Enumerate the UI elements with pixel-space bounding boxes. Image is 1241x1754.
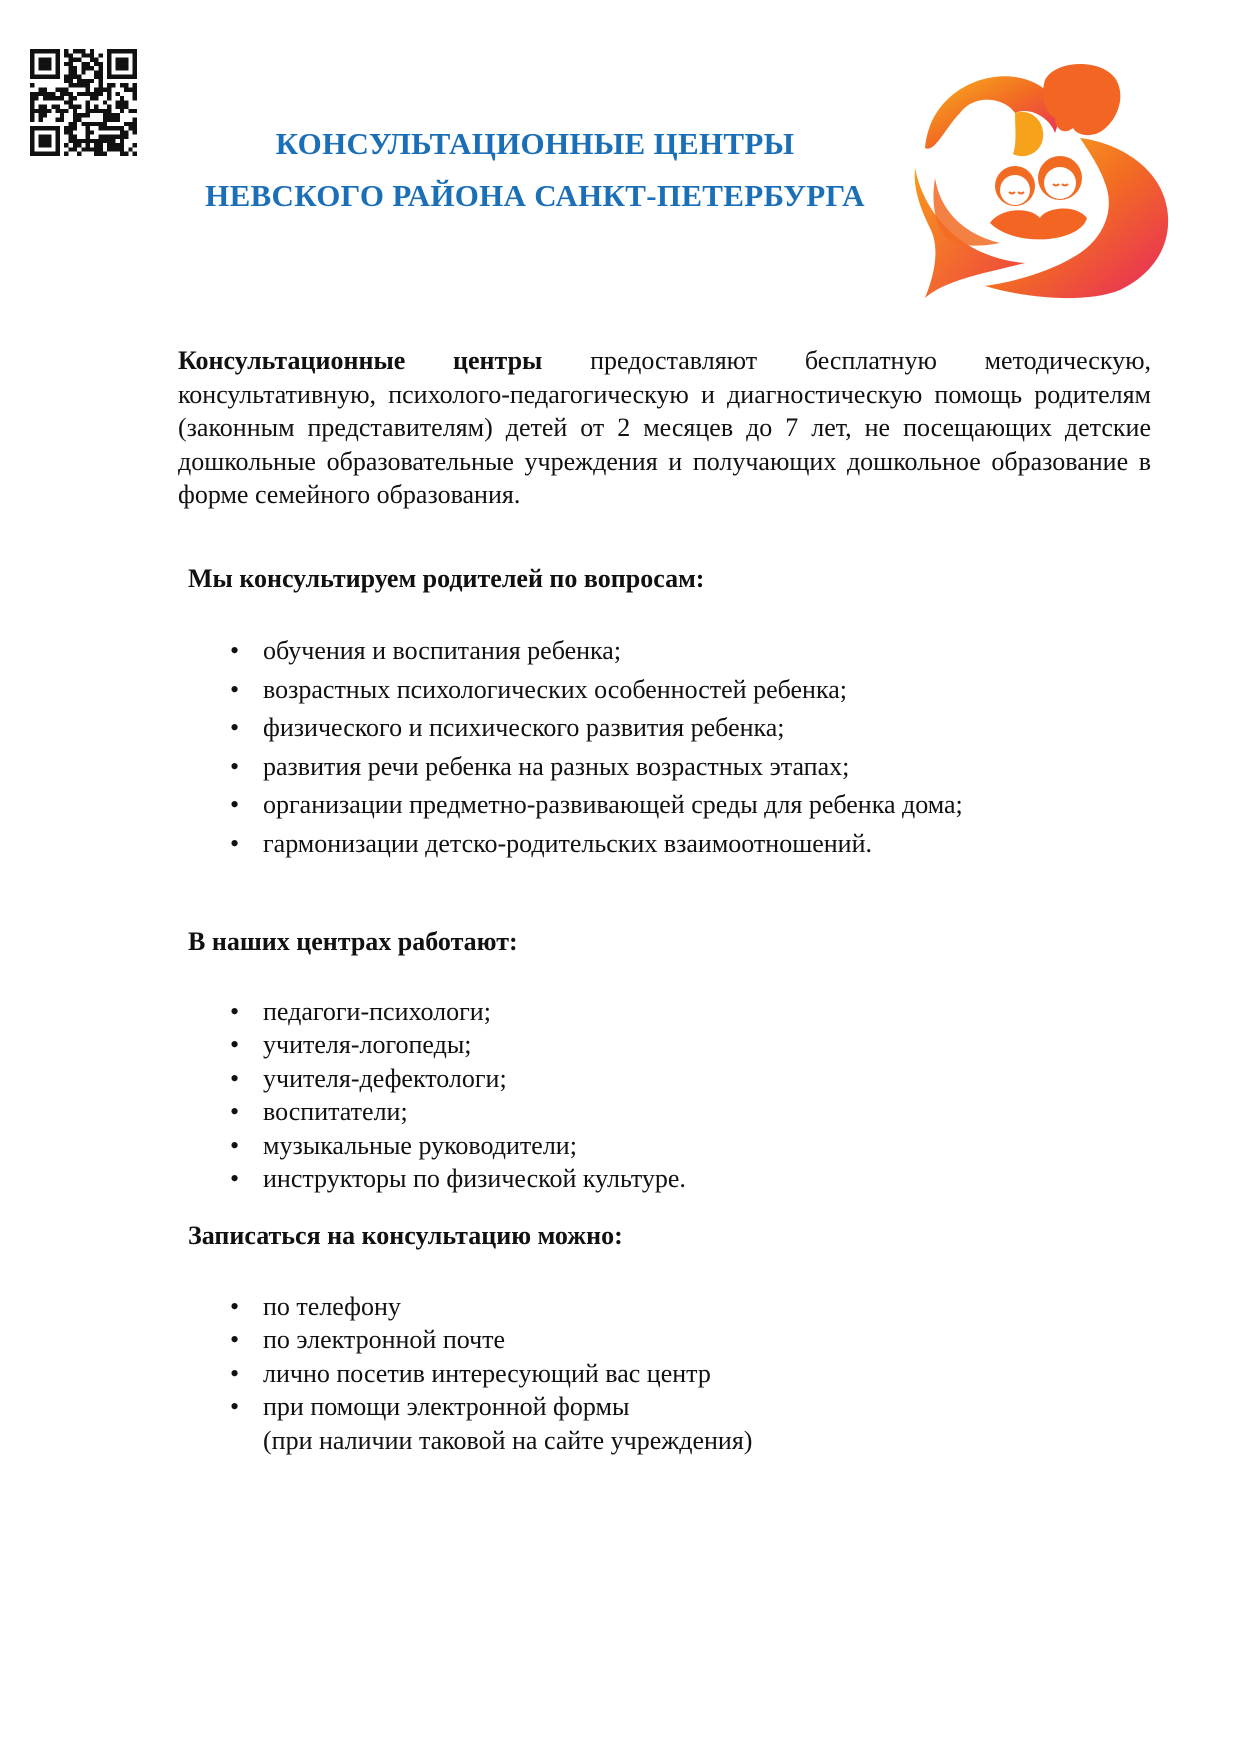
list-item: • физического и психического развития ребенка; bbox=[230, 709, 1130, 748]
list-item: • инструкторы по физической культуре. bbox=[230, 1162, 686, 1195]
list-item: • воспитатели; bbox=[230, 1095, 686, 1128]
list-item: • обучения и воспитания ребенка; bbox=[230, 632, 1130, 671]
list-item: • по телефону bbox=[230, 1290, 752, 1323]
list-item-note: (при наличии таковой на сайте учреждения) bbox=[263, 1425, 753, 1455]
qr-code-icon[interactable] bbox=[30, 49, 137, 156]
questions-heading: Мы консультируем родителей по вопросам: bbox=[188, 564, 705, 593]
list-item: • организации предметно-развивающей среды для ребенка дома; bbox=[230, 786, 980, 825]
page-title bbox=[160, 118, 910, 222]
signup-list bbox=[230, 1290, 752, 1457]
questions-list bbox=[230, 632, 1130, 863]
list-item: • гармонизации детско-родительских взаимоотношений. bbox=[230, 825, 1130, 864]
staff-heading: В наших центрах работают: bbox=[188, 927, 518, 956]
list-item: • педагоги-психологи; bbox=[230, 995, 686, 1028]
family-logo-icon bbox=[905, 58, 1171, 300]
list-item-text: при помощи электронной формы bbox=[263, 1392, 630, 1422]
title-line-2: НЕВСКОГО РАЙОНА САНКТ-ПЕТЕРБУРГА bbox=[205, 178, 865, 213]
list-item bbox=[230, 1390, 752, 1457]
list-item: • музыкальные руководители; bbox=[230, 1129, 686, 1162]
list-item: • развития речи ребенка на разных возрастных этапах; bbox=[230, 748, 1130, 787]
list-item: • лично посетив интересующий вас центр bbox=[230, 1357, 752, 1390]
list-item: • учителя-дефектологи; bbox=[230, 1062, 686, 1095]
intro-text: предоставляют бесплатную методическую, консультативную, психолого-педагогическую и диагностическую помощь родителям (законным представителям) детей от 2 месяцев до 7 лет, не посещающих детские дошкольные образовательные учреждения и получающих дошкольное образование в форме семейного образования. bbox=[178, 346, 1152, 509]
staff-list bbox=[230, 995, 686, 1195]
intro-lead: Консультационные центры bbox=[178, 346, 543, 375]
list-item: • по электронной почте bbox=[230, 1323, 752, 1356]
title-line-1: КОНСУЛЬТАЦИОННЫЕ ЦЕНТРЫ bbox=[275, 126, 795, 161]
intro-paragraph bbox=[178, 344, 1151, 512]
list-item: • возрастных психологических особенностей ребенка; bbox=[230, 671, 1130, 710]
signup-heading: Записаться на консультацию можно: bbox=[188, 1221, 623, 1250]
list-item: • учителя-логопеды; bbox=[230, 1028, 686, 1061]
